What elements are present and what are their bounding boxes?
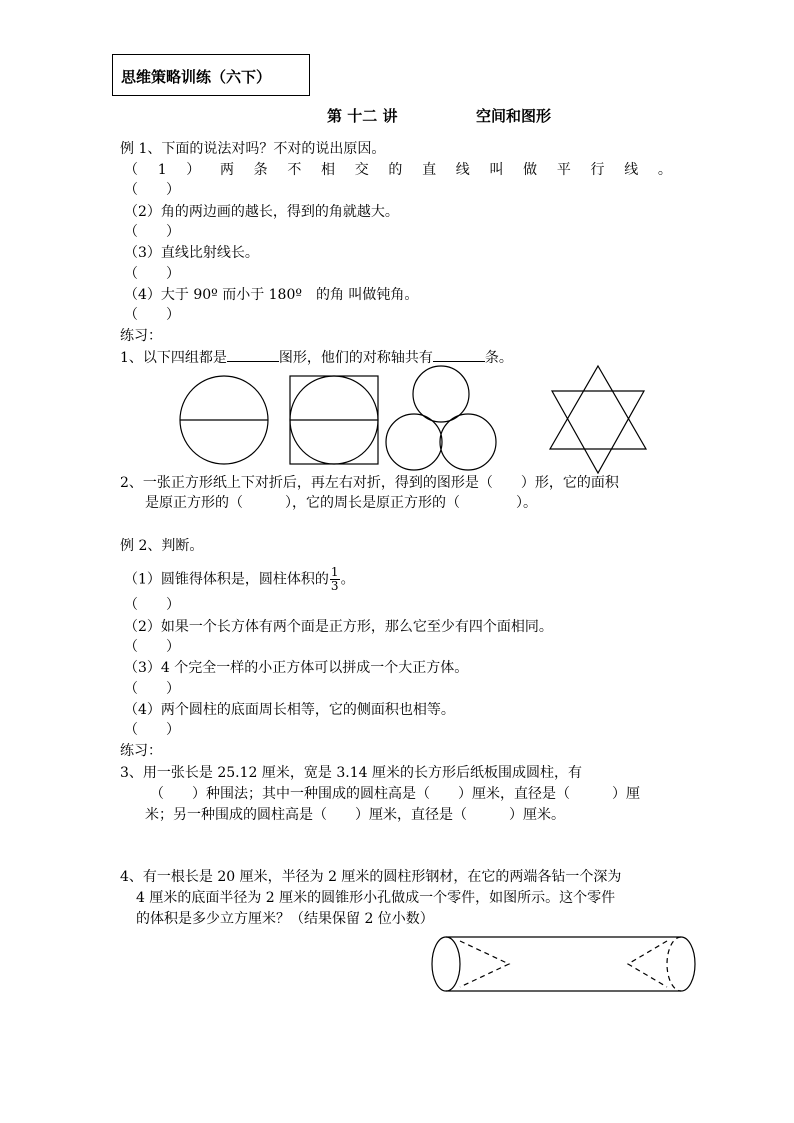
ex1-title: 例 1、下面的说法对吗？不对的说出原因。 bbox=[120, 141, 386, 157]
ex2-item3-text: （3）4 个完全一样的小正方体可以拼成一个大正方体。 bbox=[124, 660, 469, 676]
fraction-one-third: $\frac{1}{3}$ bbox=[330, 565, 339, 593]
cylinder-left-end bbox=[432, 937, 460, 991]
ex1-item3-paren: （ ） bbox=[124, 266, 180, 282]
ex1-item4-paren: （ ） bbox=[124, 307, 180, 323]
ex2-item4-paren: （ ） bbox=[124, 722, 180, 738]
ex1-item1-paren: （ ） bbox=[124, 182, 180, 198]
ex1-item4-text: （4）大于 90º 而小于 180º 的角 叫做钝角。 bbox=[124, 287, 419, 303]
ex2-item1-text: （1）圆锥得体积是，圆柱体积的 $\frac{1}{3}$ 。 bbox=[124, 565, 355, 593]
q4-line1: 4、有一根长是 20 厘米，半径为 2 厘米的圆柱形钢材，在它的两端各钻一个深为 bbox=[120, 869, 622, 885]
q2-line2: 是原正方形的（ ），它的周长是原正方形的（ ）。 bbox=[145, 495, 537, 511]
lecture-topic: 空间和图形 bbox=[476, 107, 552, 125]
q1-text: 1、以下四组都是 图形，他们的对称轴共有 条。 bbox=[120, 350, 513, 366]
ex1-item1-text: （ 1 ） 两 条 不 相 交 的 直 线 叫 做 平 行 线 。 bbox=[124, 162, 672, 178]
q4-line3: 的体积是多少立方厘米？（结果保留 2 位小数） bbox=[136, 911, 434, 927]
ex2-title: 例 2、判断。 bbox=[120, 538, 204, 554]
practice-label-1: 练习： bbox=[120, 328, 162, 344]
practice-label-2: 练习： bbox=[120, 743, 162, 759]
ex2-item2-text: （2）如果一个长方体有两个面是正方形，那么它至少有四个面相同。 bbox=[124, 619, 553, 635]
ex1-item2-paren: （ ） bbox=[124, 224, 180, 240]
header-box-text: 思维策略训练（六下） bbox=[121, 68, 272, 86]
ex2-item3-paren: （ ） bbox=[124, 681, 180, 697]
cone-left bbox=[460, 941, 509, 987]
q4-line2: 4 厘米的底面半径为 2 厘米的圆锥形小孔做成一个零件，如图所示。这个零件 bbox=[136, 890, 616, 906]
q3-line2: （ ）种围法；其中一种围成的圆柱高是（ ）厘米，直径是（ ）厘 bbox=[150, 786, 640, 802]
q3-line3: 米；另一种围成的圆柱高是（ ）厘米，直径是（ ）厘米。 bbox=[145, 807, 565, 823]
ex2-item2-paren: （ ） bbox=[124, 639, 180, 655]
cylinder-right-end bbox=[681, 937, 695, 991]
ex1-item2-text: （2）角的两边画的越长，得到的角就越大。 bbox=[124, 204, 399, 220]
cone-right bbox=[628, 941, 667, 987]
q2-line1: 2、一张正方形纸上下对折后，再左右对折，得到的图形是（ ）形，它的面积 bbox=[120, 475, 619, 491]
ex1-item3-text: （3）直线比射线长。 bbox=[124, 245, 259, 261]
q3-line1: 3、用一张长是 25.12 厘米，宽是 3.14 厘米的长方形后纸板围成圆柱，有 bbox=[120, 765, 582, 781]
lecture-number: 第 十二 讲 bbox=[327, 107, 398, 125]
ex2-item1-paren: （ ） bbox=[124, 597, 180, 613]
ex2-item4-text: （4）两个圆柱的底面周长相等，它的侧面积也相等。 bbox=[124, 702, 455, 718]
